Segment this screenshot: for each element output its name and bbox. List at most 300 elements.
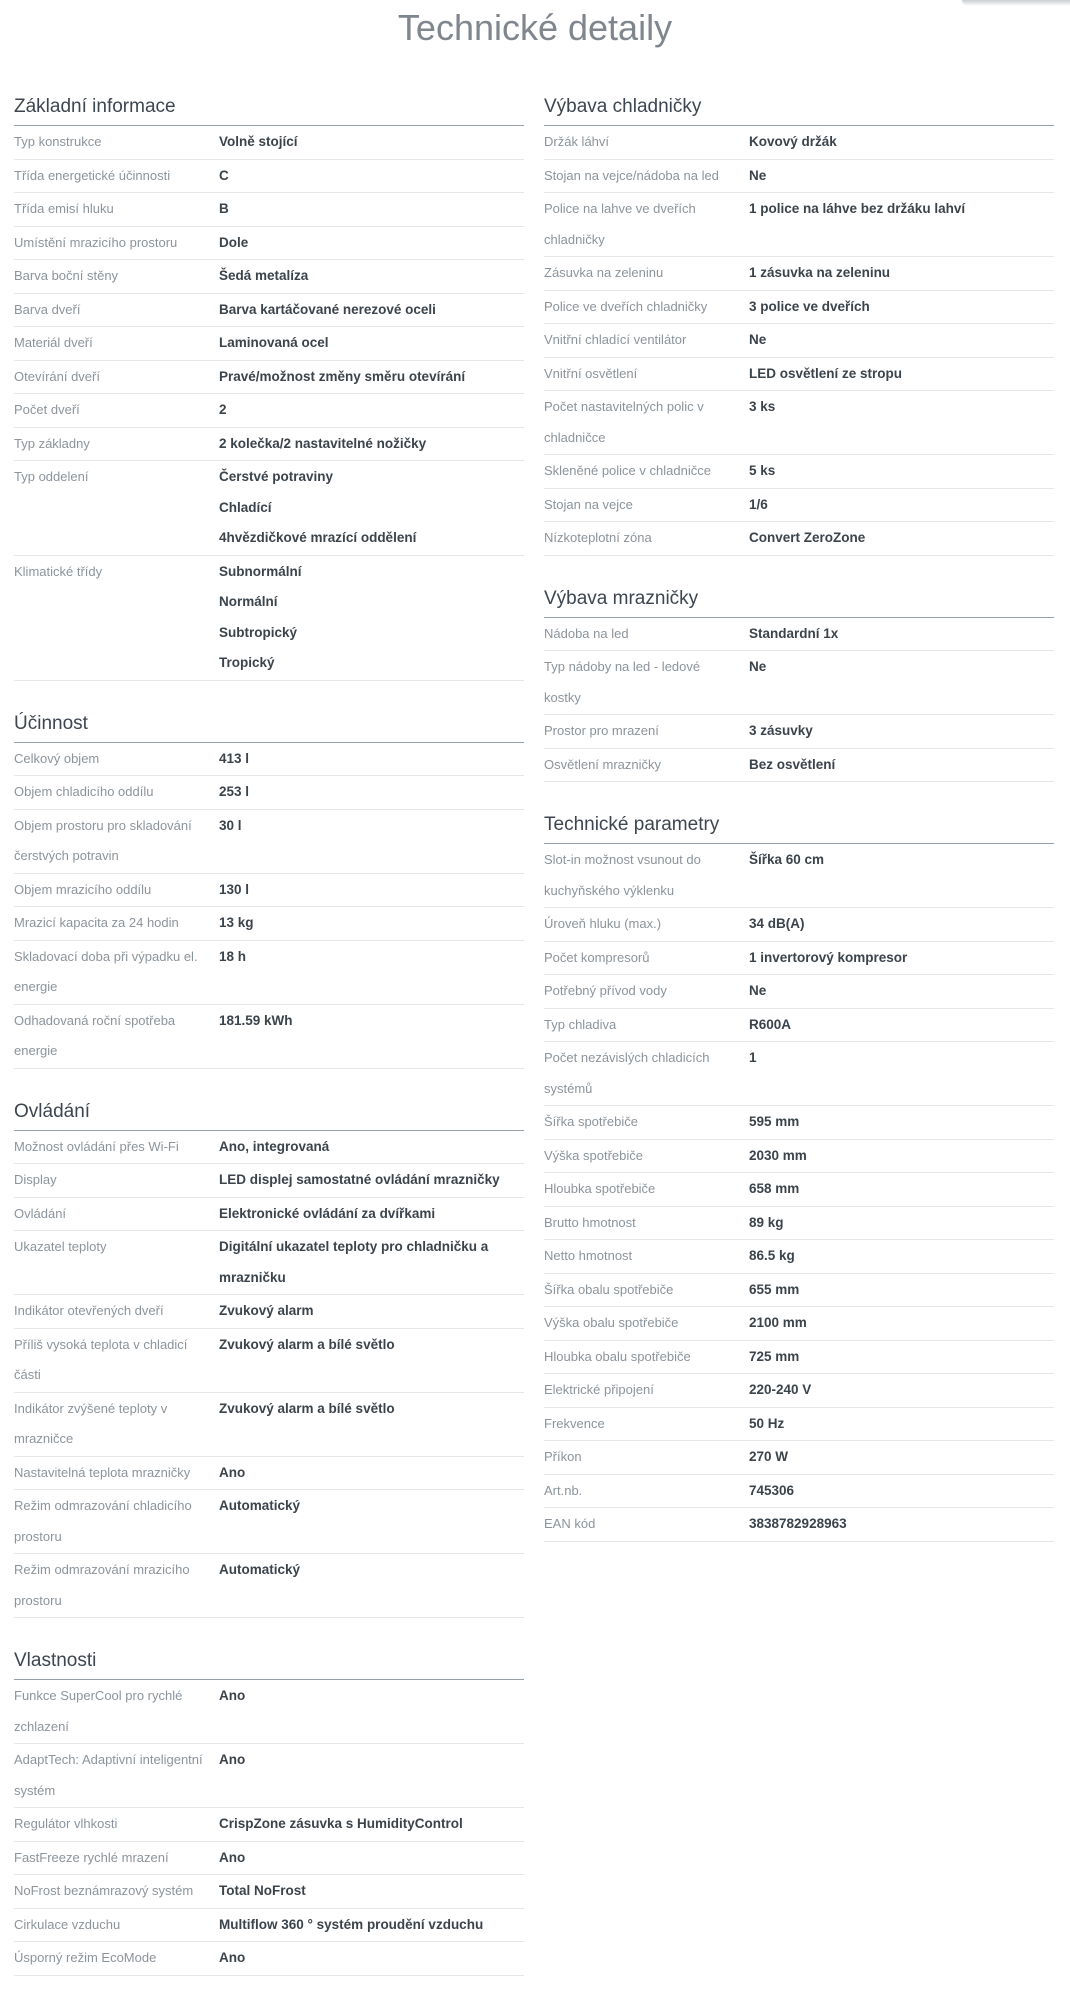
spec-row <box>544 618 1054 652</box>
spec-values <box>219 1843 524 1874</box>
spec-value: Laminovaná ocel <box>219 335 329 350</box>
spec-values <box>749 1509 1054 1540</box>
spec-value: Čerstvé potraviny <box>219 469 334 484</box>
spec-label: Klimatické třídy <box>14 563 103 579</box>
spec-value: Šedá metalíza <box>219 268 309 283</box>
spec-values <box>749 523 1054 554</box>
spec-label: Typ chladiva <box>544 1016 617 1032</box>
spec-values <box>219 744 524 775</box>
spec-label: Potřebný přívod vody <box>544 983 667 998</box>
spec-values <box>219 161 524 192</box>
spec-row <box>544 1173 1054 1207</box>
spec-label: Ukazatel teploty <box>14 1239 107 1254</box>
spec-row <box>14 160 524 194</box>
spec-value: Standardní 1x <box>749 625 839 641</box>
spec-label: Slot-in možnost vsunout do kuchyňského výklenku <box>544 852 701 898</box>
spec-label: Stojan na vejce <box>544 496 633 512</box>
spec-value: Zvukový alarm a bílé světlo <box>219 1400 395 1416</box>
spec-label: Příliš vysoká teplota v chladicí části <box>14 1336 188 1382</box>
spec-value: 253 l <box>219 784 250 799</box>
section-title: Výbava mrazničky <box>544 584 1054 618</box>
spec-values <box>749 127 1054 158</box>
spec-values <box>749 750 1054 781</box>
spec-values <box>219 1555 524 1616</box>
spec-label: Otevírání dveří <box>14 368 100 384</box>
section-zakladni-informace <box>14 92 524 681</box>
spec-label: Příkon <box>544 1449 582 1464</box>
spec-row <box>14 193 524 227</box>
spec-label: Šířka obalu spotřebiče <box>544 1281 674 1297</box>
spec-value: Subnormální <box>219 563 302 579</box>
spec-label: Indikátor otevřených dveří <box>14 1303 164 1318</box>
spec-label: Úroveň hluku (max.) <box>544 916 662 931</box>
spec-row <box>544 1009 1054 1043</box>
spec-value: Pravé/možnost změny směru otevírání <box>219 368 466 384</box>
spec-value: LED osvětlení ze stropu <box>749 365 903 381</box>
section-title: Účinnost <box>14 709 524 743</box>
spec-value: 2100 mm <box>749 1315 807 1330</box>
spec-value: 13 kg <box>219 915 254 930</box>
spec-row <box>14 1909 524 1943</box>
spec-row <box>14 1875 524 1909</box>
spec-values <box>749 1476 1054 1507</box>
spec-values <box>219 557 524 679</box>
spec-values <box>219 1681 524 1742</box>
spec-value: Automatický <box>219 1498 301 1513</box>
spec-values <box>749 456 1054 487</box>
spec-value: 3 ks <box>749 399 776 414</box>
section-title: Technické parametry <box>544 810 1054 844</box>
spec-row <box>544 160 1054 194</box>
spec-value: 86.5 kg <box>749 1248 795 1263</box>
spec-values <box>749 325 1054 356</box>
spec-label: Šířka spotřebiče <box>544 1114 638 1129</box>
spec-row <box>14 1490 524 1554</box>
spec-values <box>219 875 524 906</box>
spec-value: 1/6 <box>749 496 768 512</box>
spec-label: Nízkoteplotní zóna <box>544 530 652 545</box>
spec-value: 50 Hz <box>749 1415 785 1431</box>
spec-value: Kovový držák <box>749 134 837 149</box>
spec-values <box>749 943 1054 974</box>
spec-value: 220-240 V <box>749 1382 812 1397</box>
spec-values <box>219 1809 524 1840</box>
spec-label: Třída energetické účinnosti <box>14 167 171 183</box>
spec-row <box>14 1842 524 1876</box>
spec-values <box>219 1745 524 1806</box>
spec-values <box>749 359 1054 390</box>
section-title: Vlastnosti <box>14 1646 524 1680</box>
spec-label: Režim odmrazování mrazicího prostoru <box>14 1562 190 1608</box>
spec-row <box>14 810 524 874</box>
spec-row <box>14 428 524 462</box>
spec-value: 745306 <box>749 1482 795 1498</box>
section-ovladani <box>14 1097 524 1619</box>
spec-value: Multiflow 360 ° systém proudění vzduchu <box>219 1916 484 1932</box>
spec-label: Objem chladicího oddílu <box>14 784 154 799</box>
spec-value: Dole <box>219 234 249 250</box>
spec-label: Počet nastavitelných polic v chladničce <box>544 399 704 445</box>
spec-values <box>749 1010 1054 1041</box>
spec-label: Typ základny <box>14 435 90 451</box>
spec-values <box>219 228 524 259</box>
spec-values <box>219 1876 524 1907</box>
spec-value: Ano <box>219 1688 246 1703</box>
spec-label: Nastavitelná teplota mrazničky <box>14 1464 191 1480</box>
spec-label: Osvětlení mrazničky <box>544 756 662 772</box>
spec-value: Barva kartáčované nerezové oceli <box>219 301 436 317</box>
spec-values <box>219 1132 524 1163</box>
spec-label: Barva dveří <box>14 301 81 317</box>
spec-row <box>14 361 524 395</box>
section-technicke-parametry <box>544 810 1054 1542</box>
spec-row <box>544 291 1054 325</box>
spec-values <box>749 194 1054 255</box>
spec-value: R600A <box>749 1016 792 1032</box>
spec-label: FastFreeze rychlé mrazení <box>14 1849 169 1865</box>
section-vybava-mraznicky <box>544 584 1054 783</box>
spec-values <box>749 619 1054 650</box>
spec-row <box>544 1106 1054 1140</box>
spec-row <box>14 1164 524 1198</box>
spec-values <box>219 1910 524 1941</box>
spec-value: Ano <box>219 1464 246 1480</box>
spec-value: 2 kolečka/2 nastavitelné nožičky <box>219 435 427 451</box>
spec-row <box>544 1374 1054 1408</box>
spec-row <box>14 1329 524 1393</box>
spec-value: Tropický <box>219 655 275 670</box>
spec-value: Zvukový alarm a bílé světlo <box>219 1336 395 1352</box>
spec-label: Regulátor vlhkosti <box>14 1816 118 1831</box>
spec-value: LED displej samostatné ovládání mrazničky <box>219 1172 500 1187</box>
spec-label: Vnitřní osvětlení <box>544 365 638 381</box>
spec-values <box>749 1107 1054 1138</box>
spec-row <box>14 227 524 261</box>
spec-values <box>749 1342 1054 1373</box>
spec-row <box>14 1457 524 1491</box>
spec-row <box>544 126 1054 160</box>
left-column <box>14 92 524 2004</box>
spec-row <box>14 556 524 681</box>
spec-label: Typ nádoby na led - ledové kostky <box>544 659 701 705</box>
spec-row <box>544 1240 1054 1274</box>
spec-row <box>544 715 1054 749</box>
spec-value: C <box>219 167 229 183</box>
spec-values <box>219 777 524 808</box>
spec-row <box>14 743 524 777</box>
spec-label: Hloubka spotřebiče <box>544 1181 656 1196</box>
spec-value: Ano <box>219 1849 246 1865</box>
spec-value: Volně stojící <box>219 134 298 149</box>
spec-row <box>544 651 1054 715</box>
spec-value: Šířka 60 cm <box>749 852 825 867</box>
spec-values <box>219 261 524 292</box>
spec-values <box>219 1491 524 1552</box>
spec-values <box>749 1208 1054 1239</box>
spec-values <box>749 1043 1054 1104</box>
spec-row <box>14 394 524 428</box>
spec-label: Držák láhví <box>544 134 610 149</box>
spec-values <box>749 652 1054 713</box>
spec-label: Typ oddelení <box>14 469 89 484</box>
spec-row <box>14 1554 524 1618</box>
spec-value: Digitální ukazatel teploty pro chladničku a mrazničku <box>219 1239 489 1285</box>
spec-value: 3 zásuvky <box>749 723 813 738</box>
spec-label: Úsporný režim EcoMode <box>14 1950 157 1965</box>
section-title: Ovládání <box>14 1097 524 1131</box>
spec-label: Režim odmrazování chladicího prostoru <box>14 1498 192 1544</box>
spec-row <box>14 874 524 908</box>
spec-values <box>219 1458 524 1489</box>
section-title: Výbava chladničky <box>544 92 1054 126</box>
spec-label: Funkce SuperCool pro rychlé zchlazení <box>14 1688 183 1734</box>
spec-label: Nádoba na led <box>544 625 629 641</box>
spec-value: 2030 mm <box>749 1147 807 1163</box>
spec-label: Celkový objem <box>14 750 100 766</box>
spec-value: Ano <box>219 1752 246 1767</box>
spec-row <box>544 1441 1054 1475</box>
spec-row <box>14 126 524 160</box>
spec-row <box>14 1680 524 1744</box>
spec-values <box>749 1174 1054 1205</box>
spec-label: Skladovací doba při výpadku el. energie <box>14 948 198 994</box>
spec-label: Barva boční stěny <box>14 268 119 283</box>
spec-values <box>749 845 1054 906</box>
spec-values <box>219 1394 524 1455</box>
spec-value: 5 ks <box>749 463 776 478</box>
spec-label: Prostor pro mrazení <box>544 723 659 738</box>
spec-row <box>544 257 1054 291</box>
spec-label: Stojan na vejce/nádoba na led <box>544 167 719 183</box>
spec-label: Art.nb. <box>544 1482 583 1498</box>
spec-row <box>544 358 1054 392</box>
spec-values <box>219 1296 524 1327</box>
spec-row <box>544 942 1054 976</box>
spec-value: Normální <box>219 594 278 609</box>
spec-value: Ne <box>749 332 767 347</box>
right-column <box>544 92 1054 1570</box>
spec-values <box>219 1165 524 1196</box>
spec-row <box>14 327 524 361</box>
spec-values <box>219 362 524 393</box>
spec-row <box>544 1140 1054 1174</box>
spec-value: Subtropický <box>219 624 298 640</box>
spec-value: Ne <box>749 983 767 998</box>
spec-label: Skleněné police v chladničce <box>544 463 711 478</box>
spec-row <box>14 294 524 328</box>
section-ucinnost <box>14 709 524 1069</box>
spec-value: 1 zásuvka na zeleninu <box>749 265 891 280</box>
spec-label: Brutto hmotnost <box>544 1214 636 1230</box>
spec-label: Ovládání <box>14 1205 67 1221</box>
spec-row <box>544 844 1054 908</box>
spec-row <box>544 324 1054 358</box>
spec-value: 655 mm <box>749 1281 800 1297</box>
spec-values <box>219 1199 524 1230</box>
spec-values <box>219 295 524 326</box>
spec-values <box>749 1241 1054 1272</box>
spec-value: 725 mm <box>749 1348 800 1364</box>
spec-values <box>219 1943 524 1974</box>
spec-row <box>544 522 1054 556</box>
spec-values <box>219 462 524 554</box>
spec-row <box>14 941 524 1005</box>
spec-row <box>544 489 1054 523</box>
spec-row <box>544 749 1054 783</box>
spec-values <box>749 909 1054 940</box>
spec-label: Police na lahve ve dveřích chladničky <box>544 201 696 247</box>
spec-value: 4hvězdičkové mrazící oddělení <box>219 530 417 545</box>
spec-row <box>544 1207 1054 1241</box>
spec-values <box>749 258 1054 289</box>
spec-values <box>749 161 1054 192</box>
corner-shadow <box>962 0 1070 6</box>
spec-row <box>544 193 1054 257</box>
spec-value: 595 mm <box>749 1114 800 1129</box>
spec-row <box>14 1131 524 1165</box>
spec-label: Materiál dveří <box>14 335 93 350</box>
spec-label: Výška spotřebiče <box>544 1147 643 1163</box>
spec-values <box>219 328 524 359</box>
spec-value: B <box>219 201 229 216</box>
spec-label: Třída emisí hluku <box>14 201 114 216</box>
spec-values <box>749 1308 1054 1339</box>
spec-values <box>219 908 524 939</box>
spec-values <box>749 716 1054 747</box>
spec-row <box>14 1744 524 1808</box>
spec-values <box>749 1141 1054 1172</box>
spec-value: Chladící <box>219 499 272 515</box>
spec-value: 130 l <box>219 881 250 897</box>
spec-value: 3838782928963 <box>749 1516 847 1531</box>
spec-value: 3 police ve dveřích <box>749 298 870 314</box>
spec-label: Zásuvka na zeleninu <box>544 265 664 280</box>
spec-value: Convert ZeroZone <box>749 530 866 545</box>
spec-row <box>14 1231 524 1295</box>
spec-label: Netto hmotnost <box>544 1248 633 1263</box>
spec-label: Typ konstrukce <box>14 134 102 149</box>
spec-values <box>749 976 1054 1007</box>
spec-value: Elektronické ovládání za dvířkami <box>219 1205 436 1221</box>
spec-value: 30 l <box>219 817 242 833</box>
spec-value: Ano, integrovaná <box>219 1138 330 1154</box>
spec-values <box>749 490 1054 521</box>
spec-label: Výška obalu spotřebiče <box>544 1315 679 1330</box>
spec-value: Ne <box>749 659 767 674</box>
spec-row <box>14 1393 524 1457</box>
spec-label: Vnitřní chladící ventilátor <box>544 332 687 347</box>
spec-value: 2 <box>219 402 227 417</box>
spec-row <box>544 1307 1054 1341</box>
spec-label: NoFrost beznámrazový systém <box>14 1883 194 1898</box>
spec-value: 89 kg <box>749 1214 784 1230</box>
spec-row <box>14 260 524 294</box>
spec-label: Frekvence <box>544 1415 605 1431</box>
spec-value: 18 h <box>219 948 247 964</box>
spec-values <box>749 392 1054 453</box>
spec-value: 1 police na láhve bez držáku lahví <box>749 201 966 216</box>
spec-values <box>219 1006 524 1067</box>
spec-value: 270 W <box>749 1449 789 1464</box>
spec-value: Ne <box>749 167 767 183</box>
spec-label: AdaptTech: Adaptivní inteligentní systém <box>14 1752 203 1798</box>
section-title: Základní informace <box>14 92 524 126</box>
spec-label: Elektrické připojení <box>544 1382 654 1397</box>
spec-row <box>544 1508 1054 1542</box>
spec-row <box>14 1005 524 1069</box>
spec-values <box>749 1442 1054 1473</box>
spec-label: Mrazicí kapacita za 24 hodin <box>14 915 179 930</box>
spec-label: Display <box>14 1172 57 1187</box>
spec-row <box>544 455 1054 489</box>
spec-row <box>14 907 524 941</box>
spec-value: 1 invertorový kompresor <box>749 949 908 965</box>
spec-row <box>544 975 1054 1009</box>
spec-value: 413 l <box>219 750 250 766</box>
page-title: Technické detaily <box>397 7 673 48</box>
spec-label: Indikátor zvýšené teploty v mrazničce <box>14 1400 168 1446</box>
spec-value: Total NoFrost <box>219 1883 306 1898</box>
spec-value: 658 mm <box>749 1181 800 1196</box>
spec-row <box>14 1295 524 1329</box>
spec-label: Možnost ovládání přes Wi-Fi <box>14 1138 179 1154</box>
spec-label: Odhadovaná roční spotřeba energie <box>14 1012 176 1058</box>
spec-value: Zvukový alarm <box>219 1303 314 1318</box>
spec-label: Počet kompresorů <box>544 949 650 965</box>
spec-values <box>219 942 524 1003</box>
section-vybava-chladnicky <box>544 92 1054 556</box>
spec-label: Hloubka obalu spotřebiče <box>544 1348 691 1364</box>
spec-row <box>544 908 1054 942</box>
spec-label: Police ve dveřích chladničky <box>544 298 708 314</box>
spec-label: Objem mrazicího oddílu <box>14 881 152 897</box>
spec-value: Automatický <box>219 1562 301 1577</box>
spec-value: 1 <box>749 1050 757 1065</box>
spec-row <box>544 391 1054 455</box>
spec-value: Ano <box>219 1950 246 1965</box>
spec-values <box>749 1375 1054 1406</box>
spec-row <box>14 461 524 556</box>
spec-values <box>219 1232 524 1293</box>
spec-row <box>14 1198 524 1232</box>
spec-values <box>219 429 524 460</box>
spec-row <box>544 1274 1054 1308</box>
spec-value: 34 dB(A) <box>749 916 805 931</box>
spec-values <box>749 1409 1054 1440</box>
section-vlastnosti <box>14 1646 524 1976</box>
spec-label: Počet dveří <box>14 402 80 417</box>
spec-row <box>14 776 524 810</box>
spec-value: 181.59 kWh <box>219 1012 293 1028</box>
spec-row <box>14 1808 524 1842</box>
spec-label: Umístění mrazicího prostoru <box>14 234 178 250</box>
spec-value: CrispZone zásuvka s HumidityControl <box>219 1816 463 1831</box>
spec-values <box>749 292 1054 323</box>
spec-row <box>14 1942 524 1976</box>
spec-row <box>544 1475 1054 1509</box>
spec-values <box>749 1275 1054 1306</box>
spec-row <box>544 1042 1054 1106</box>
spec-label: Objem prostoru pro skladování čerstvých potravin <box>14 817 192 863</box>
spec-row <box>544 1408 1054 1442</box>
spec-values <box>219 194 524 225</box>
spec-label: Cirkulace vzduchu <box>14 1916 121 1932</box>
spec-row <box>544 1341 1054 1375</box>
spec-label: EAN kód <box>544 1516 596 1531</box>
spec-value: Bez osvětlení <box>749 756 836 772</box>
spec-values <box>219 1330 524 1391</box>
spec-values <box>219 811 524 872</box>
